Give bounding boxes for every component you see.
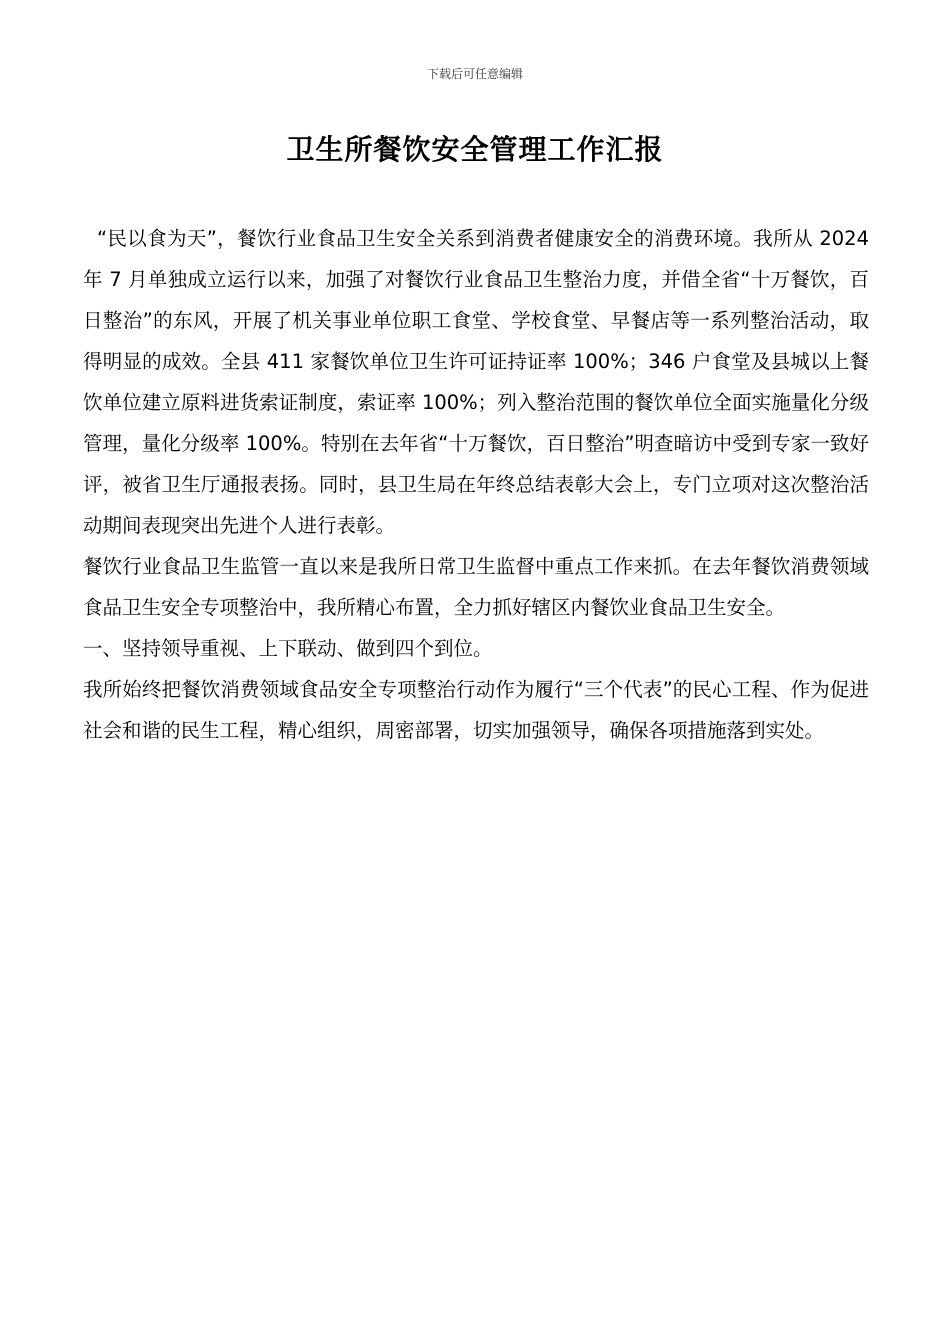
header-note: 下载后可任意编辑 [426,67,523,81]
paragraph-supervision: 餐饮行业食品卫生监管一直以来是我所日常卫生监督中重点工作来抓。在去年餐饮消费领域食品卫生安全专项整治中，我所精心布置，全力抓好辖区内餐饮业食品卫生安全。 [83,555,869,619]
paragraph-leadership: 我所始终把餐饮消费领域食品安全专项整治行动作为履行“三个代表”的民心工程、作为促进社会和谐的民生工程，精心组织，周密部署，切实加强领导，确保各项措施落到实处。 [83,678,869,742]
paragraph-intro: “民以食为天”，餐饮行业食品卫生安全关系到消费者健康安全的消费环境。我所从 2024 年 7 月单独成立运行以来，加强了对餐饮行业食品卫生整治力度，并借全省“十万餐饮，百日整治”的东风，开展了机关事业单位职工食堂、学校食堂、早餐店等一系列整治活动，取得明显的成效。全县 411 家餐饮单位卫生许可证持证率 100%；346 户食堂及县城以上餐饮单位建立原料进货索证制度，索证率 100%；列入整治范围的餐饮单位全面实施量化分级管理，量化分级率 100%。特别在去年省“十万餐饮，百日整治”明查暗访中受到专家一致好评，被省卫生厅通报表扬。同时，县卫生局在年终总结表彰大会上，专门立项对这次整治活动期间表现突出先进个人进行表彰。 [83,227,869,537]
document-body [83,218,869,751]
section-heading-one: 一、坚持领导重视、上下联动、做到四个到位。 [83,637,493,660]
document-title: 卫生所餐饮安全管理工作汇报 [286,133,664,166]
